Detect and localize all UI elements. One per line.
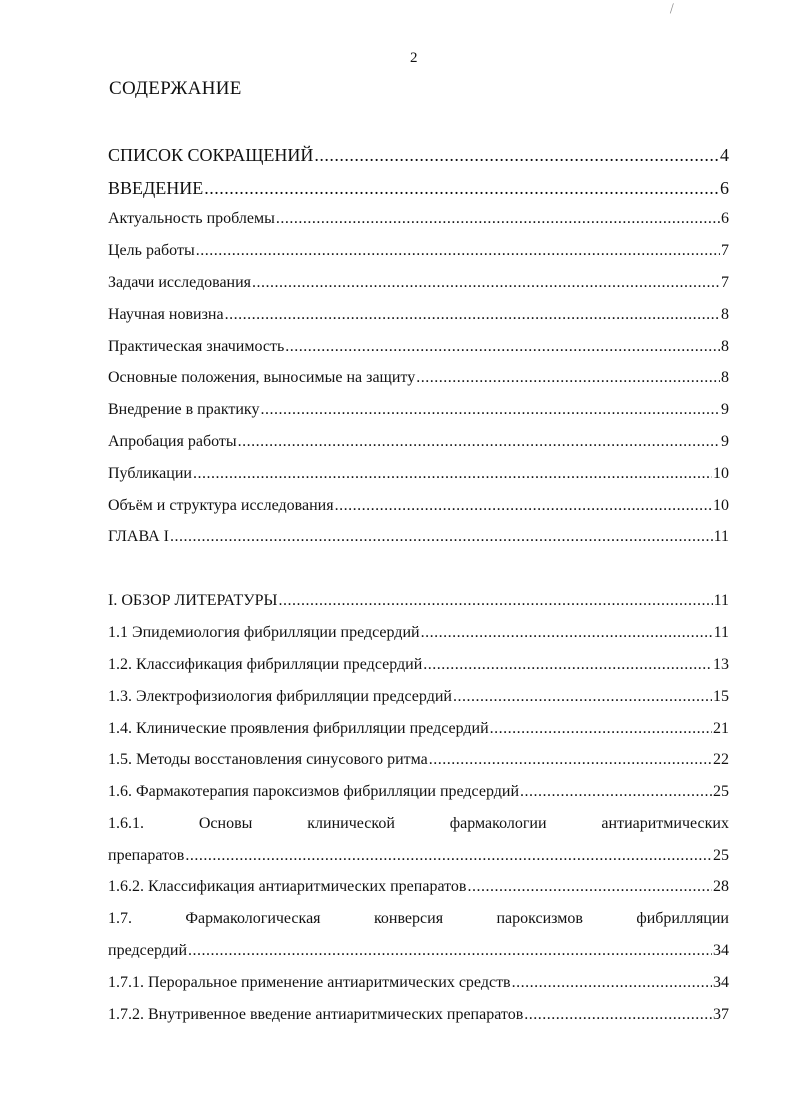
toc-entry-page: 8 <box>721 306 729 323</box>
toc-entry <box>108 273 729 293</box>
toc-entry-title: 1.5. Методы восстановления синусового ритма <box>108 751 428 768</box>
toc-entry-title: Задачи исследования <box>108 274 252 291</box>
toc-leader <box>196 241 720 261</box>
toc-entry <box>108 655 729 675</box>
toc-entry <box>108 400 729 420</box>
toc-entry-page: 10 <box>713 497 729 514</box>
toc-leader <box>453 687 712 707</box>
toc-entry-page: 6 <box>721 210 729 227</box>
toc-entry-page: 25 <box>713 847 729 864</box>
toc-entry-page: 4 <box>720 145 729 165</box>
toc-entry-line <box>108 909 729 929</box>
toc-entry-page: 34 <box>713 974 729 991</box>
toc-entry <box>108 368 729 388</box>
toc-entry-page: 7 <box>721 242 729 259</box>
toc-leader <box>204 178 719 198</box>
toc-entry-page: 9 <box>721 401 729 418</box>
toc-entry <box>108 782 729 802</box>
toc-entry <box>108 527 729 547</box>
toc-entry <box>108 1005 729 1025</box>
toc-entry-title: 1.7.2. Внутривенное введение антиаритмических препаратов <box>108 1006 524 1023</box>
toc-entry <box>108 496 729 516</box>
toc-entry-title: 1.6. Фармакотерапия пароксизмов фибрилляции предсердий <box>108 783 520 800</box>
toc-entry-page: 37 <box>713 1006 729 1023</box>
toc-entry-page: 22 <box>713 751 729 768</box>
toc-entry-title: I. ОБЗОР ЛИТЕРАТУРЫ <box>108 592 278 609</box>
toc-entry-title: 1.4. Клинические проявления фибрилляции предсердий <box>108 720 489 737</box>
toc-leader <box>252 273 720 293</box>
toc-entry-page: 13 <box>713 656 729 673</box>
toc-entry <box>108 941 729 961</box>
toc-leader <box>524 1005 712 1025</box>
toc-entry-page: 8 <box>721 369 729 386</box>
toc-entry-page: 6 <box>720 178 729 198</box>
toc-entry <box>108 241 729 261</box>
toc-entry-page: 28 <box>713 878 729 895</box>
toc-leader <box>188 941 712 961</box>
toc-entry-page: 25 <box>713 783 729 800</box>
toc-entry-title: 1.3. Электрофизиология фибрилляции предсердий <box>108 688 452 705</box>
toc-entry-title: 1.7.1. Пероральное применение антиаритмических средств <box>108 974 511 991</box>
toc-entry-title: ГЛАВА I <box>108 528 169 545</box>
toc-entry-title: предсердий <box>108 942 188 959</box>
toc-leader <box>467 877 712 897</box>
toc-entry-title: СПИСОК СОКРАЩЕНИЙ <box>108 145 314 165</box>
toc-entry-page: 11 <box>713 624 729 641</box>
toc-leader <box>170 527 713 547</box>
toc-entry-page: 10 <box>713 465 729 482</box>
toc-leader <box>285 337 720 357</box>
toc-entry-word: антиаритмических <box>601 815 729 832</box>
toc-entry-title: препаратов <box>108 847 185 864</box>
toc-entry <box>108 464 729 484</box>
toc-entry-word: Фармакологическая <box>185 910 321 927</box>
toc-entry <box>108 846 729 866</box>
toc-leader <box>512 973 712 993</box>
toc-leader <box>416 368 720 388</box>
toc-entry <box>108 719 729 739</box>
toc-entry-word: 1.7. <box>108 910 132 927</box>
toc-entry <box>108 591 729 611</box>
toc-entry-word: пароксизмов <box>496 910 583 927</box>
toc-entry <box>108 178 729 198</box>
toc-entry <box>108 750 729 770</box>
toc-leader <box>429 750 712 770</box>
toc-entry-title: Объём и структура исследования <box>108 497 334 514</box>
toc-leader <box>225 305 720 325</box>
toc-entry-title: Актуальность проблемы <box>108 210 275 227</box>
toc-entry-title: Внедрение в практику <box>108 401 260 418</box>
toc-leader <box>276 209 720 229</box>
toc-leader <box>314 145 719 165</box>
toc-entry-page: 11 <box>713 592 729 609</box>
toc-entry <box>108 877 729 897</box>
toc-entry-line <box>108 814 729 834</box>
toc-entry-page: 9 <box>721 433 729 450</box>
toc-entry-title: Практическая значимость <box>108 338 285 355</box>
page-number: 2 <box>410 50 418 66</box>
toc-entry-page: 11 <box>713 528 729 545</box>
toc-leader <box>238 432 720 452</box>
toc-entry-title: Публикации <box>108 465 192 482</box>
toc-entry-page: 34 <box>713 942 729 959</box>
toc-entry-title: Основные положения, выносимые на защиту <box>108 369 416 386</box>
toc-entry <box>108 623 729 643</box>
toc-entry-page: 8 <box>721 338 729 355</box>
toc-entry <box>108 687 729 707</box>
toc-entry <box>108 973 729 993</box>
toc-leader <box>193 464 712 484</box>
page-title: СОДЕРЖАНИЕ <box>109 78 242 99</box>
toc-leader <box>260 400 720 420</box>
toc-entry-page: 21 <box>713 720 729 737</box>
toc-entry-page: 15 <box>713 688 729 705</box>
toc-entry-title: 1.2. Классификация фибрилляции предсердий <box>108 656 423 673</box>
toc-leader <box>421 623 713 643</box>
toc-entry-page: 7 <box>721 274 729 291</box>
toc-leader <box>185 846 712 866</box>
toc-entry <box>108 337 729 357</box>
toc-leader <box>490 719 712 739</box>
toc-entry-title: 1.6.2. Классификация антиаритмических препаратов <box>108 878 467 895</box>
toc-entry-title: Научная новизна <box>108 306 224 323</box>
toc-entry <box>108 145 729 165</box>
toc-entry <box>108 432 729 452</box>
toc-entry-title: Апробация работы <box>108 433 237 450</box>
toc-entry-word: 1.6.1. <box>108 815 144 832</box>
toc-leader <box>423 655 712 675</box>
toc-entry-word: фармакологии <box>449 815 547 832</box>
toc-entry <box>108 305 729 325</box>
toc-leader <box>520 782 712 802</box>
toc-leader <box>335 496 712 516</box>
page-mark: / <box>668 1 676 18</box>
toc-entry-title: Цель работы <box>108 242 195 259</box>
toc-entry-word: клинической <box>307 815 395 832</box>
toc-entry-title: ВВЕДЕНИЕ <box>108 178 204 198</box>
toc-leader <box>278 591 712 611</box>
toc-entry-title: 1.1 Эпидемиология фибрилляции предсердий <box>108 624 420 641</box>
toc-entry-word: фибрилляции <box>636 910 729 927</box>
toc-entry-word: Основы <box>198 815 253 832</box>
toc-entry-word: конверсия <box>373 910 444 927</box>
toc-entry <box>108 209 729 229</box>
